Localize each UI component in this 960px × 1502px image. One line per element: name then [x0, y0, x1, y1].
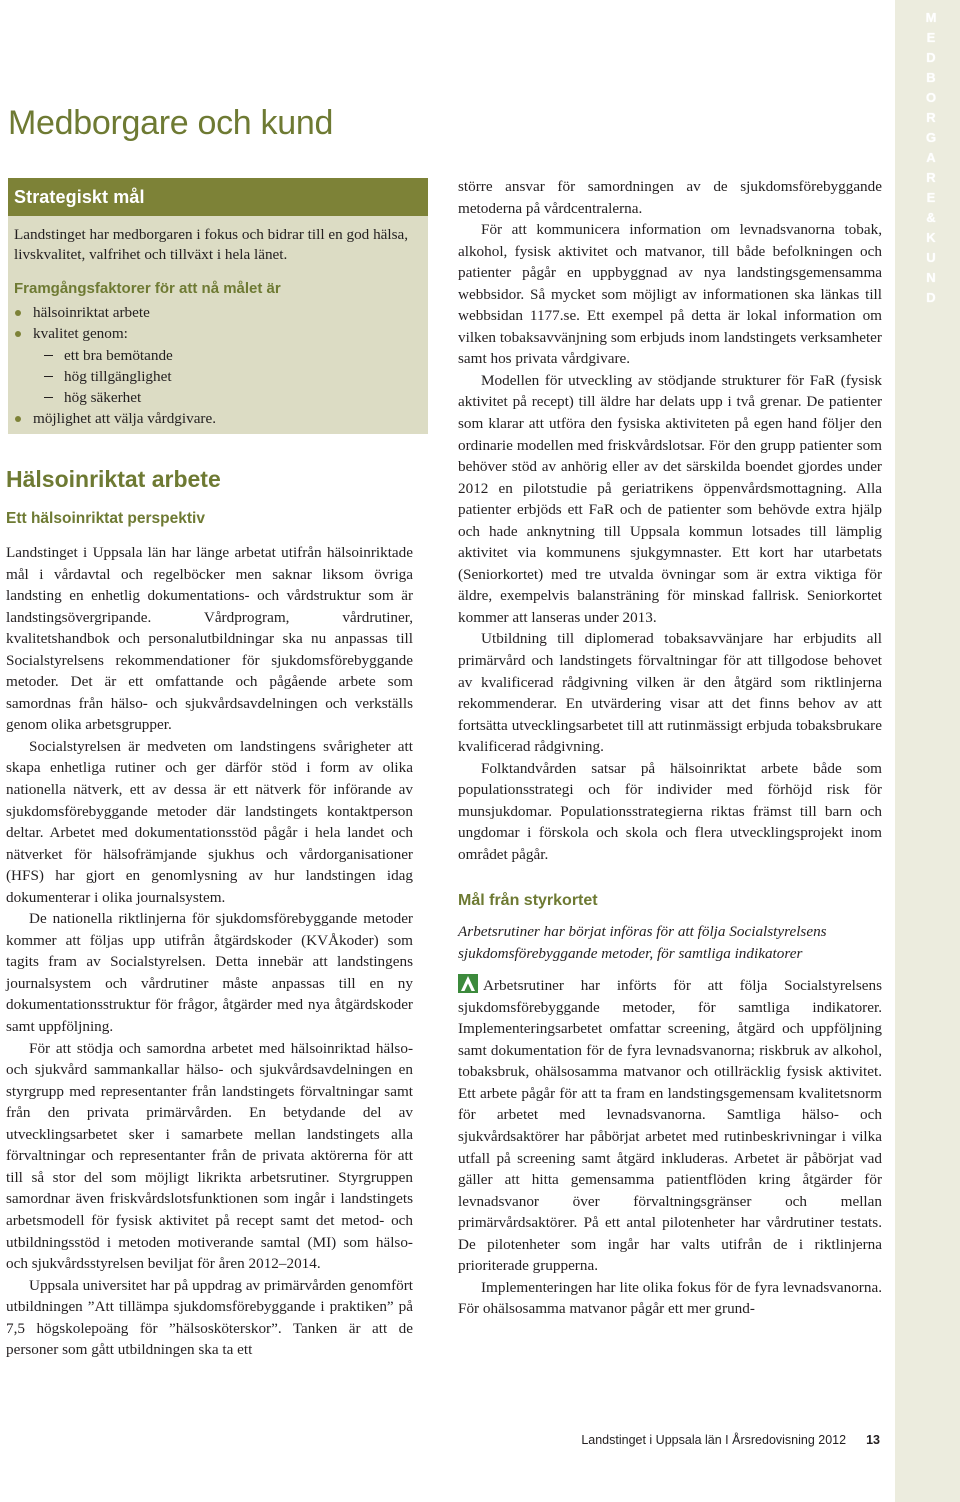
side-tab-letter: N: [926, 270, 936, 285]
side-tab-letter: &: [926, 210, 936, 225]
success-factors-list: [8, 302, 428, 430]
page-number: 13: [866, 1433, 880, 1447]
side-tab-letter: A: [926, 150, 936, 165]
body-paragraph: Utbildning till diplomerad tobaksavvänjare har erbjudits all primärvård och landstingets förvaltningar för att tillgodose behovet av kvalificerad rådgivning vilken är den åtgärd som riktlinjerna rekommenderar. En utvärdering visar att det finns behov av att fortsätta utvecklingsarbetet till att rutinmässigt erbjuda tobaksbrukare kvalificerad rådgivning.: [458, 630, 882, 756]
side-tab-letter: M: [925, 10, 937, 25]
side-tab-letters: [918, 8, 944, 308]
section-heading: Hälsoinriktat arbete: [6, 466, 221, 492]
strategic-goal-header: Strategiskt mål: [8, 178, 428, 216]
list-item: möjlighet att välja vårdgivare.: [14, 408, 428, 429]
side-tab-letter: O: [925, 90, 937, 105]
side-tab-letter: D: [926, 290, 936, 305]
side-tab-letter: B: [926, 70, 936, 85]
scorecard-goal-text: Arbetsrutiner har införts för att följa Socialstyrelsens sjukdomsförebyggande metoder, för samtliga indikatorer. Implementeringsarbetet omfattar screening, åtgärd och uppföljning samt dokumentation för de fyra levnadsvanorna; riskbruk av alkohol, tobaksbruk, ohälsosamma matvanor och otillräcklig fysisk aktivitet. Ett arbete pågår för att ta fram en landstingsgemensam kvalitetsnorm för arbetet med levnadsvanorna. Samtliga hälso- och sjukvårdsaktörer har påbörjat arbetet med rutinbeskrivningar i vilka utfall på screening samt åtgärd inkluderas. Arbetet är påbörjat vad gäller att hitta gemensamma patientflöden kring åtgärder för levnadsvanor över förvaltningsgränser och mellan primärvårdsaktörer. På ett antal pilotenheter har vårdrutiner testats. De pilotenheter som ingår har valts utifrån de i riktlinjerna prioriterade grupperna.: [458, 977, 882, 1275]
strategic-goal-text: Landstinget har medborgaren i fokus och bidrar till en god hälsa, livskvalitet, valfrihet och tillväxt i hela länet.: [14, 226, 409, 263]
list-subitem: hög tillgänglighet: [14, 366, 428, 387]
body-paragraph: Uppsala universitet har på uppdrag av primärvården genomfört utbildningen ”Att tillämpa sjukdomsförebyggande i praktiken” på 7,5 högskolepoäng för ”hälsosköterskor”. Tanken är att de personer som gått utbildningen ska ta ett: [6, 1276, 413, 1359]
side-tab-letter: E: [926, 190, 936, 205]
scorecard-goal-heading: Mål från styrkortet: [458, 891, 598, 909]
side-tab-letter: G: [925, 130, 937, 145]
side-tab-letter: U: [926, 250, 936, 265]
section-subheading: Ett hälsoinriktat perspektiv: [6, 510, 205, 527]
success-factors-heading: Framgångsfaktorer för att nå målet är: [14, 280, 281, 297]
side-tab-letter: R: [926, 110, 936, 125]
body-paragraph: För att kommunicera information om levnadsvanorna tobak, alkohol, fysisk aktivitet och matvanor, till både befolkningen och patienter pågår en uppbyggnad av nya landstingsgemensamma webbsidor. Så mycket som möjligt av informationen ska länkas till webbsidan 1177.se. Ett exempel på detta är lokal information om vilken tobaksavvänjning som erbjuds inom landstingets verksamheter samt hos privata vårdgivare.: [458, 221, 882, 368]
strategic-goal-box: [8, 178, 428, 434]
side-tab-letter: E: [926, 30, 936, 45]
list-item: hälsoinriktat arbete: [14, 302, 428, 323]
body-paragraph: Modellen för utveckling av stödjande strukturer för FaR (fysisk aktivitet på recept) till äldre har delats upp i två grenar. De patienter som klarar att utföra den fysiska aktiviteten på egen hand följer den ordinarie modellen med friskvårdslotsar. För den grupp patienter som behöver stöd av anhörig eller av det särskilda boendet gjordes under 2012 en pilotstudie på geriatrikens öppenvårdsmottagning. Alla patienter erbjöds ett FaR och de patienter som behövde extra hjälp och hade anknytning till Uppsala kommun lotsades till lämplig aktivitet via kommunens sjukgymnaster. Ett kort har utarbetats (Seniorkortet) med tre utvalda övningar som är extra viktiga för äldre, exempelvis balansträning för minskad fallrisk. Seniorkortet kommer att lanseras under 2013.: [458, 371, 882, 626]
list-item: kvalitet genom:: [14, 323, 428, 344]
green-triangle-status-icon: [458, 974, 478, 993]
body-paragraph: Folktandvården satsar på hälsoinriktat arbete både som populationsstrategi och för individer med förhöjd risk för munsjukdomar. Populationsstrategierna riktas främst till barn och ungdomar i förskola och skola och flera utvecklingsprojekt inom området pågår.: [458, 759, 882, 863]
body-paragraph: [458, 974, 882, 1277]
page-footer: [520, 1433, 880, 1447]
list-subitem: ett bra bemötande: [14, 345, 428, 366]
right-column: [458, 176, 882, 1320]
body-paragraph: Socialstyrelsen är medveten om landstingens svårigheter att skapa enhetliga rutiner och ger därför stöd i form av olika nationella nätverk, ett av dessa är ett nätverk för införande av sjukdomsförebyggande metoder där landstingets kontaktperson deltar. Arbetet med dokumentationsstöd pågår i hela landet och nätverket för hälsofrämjande sjukhus och vårdorganisationer (HFS) har gjort en genomlysning av hur landstingen idag dokumenterar i olika journalsystem.: [6, 737, 413, 906]
scorecard-goal-lead: Arbetsrutiner har börjat införas för att följa Socialstyrelsens sjukdomsförebyggande metoder, för samtliga indikatorer: [458, 923, 827, 962]
body-paragraph: Landstinget i Uppsala län har länge arbetat utifrån hälsoinriktade mål i vårdavtal och regelböcker men saknar liksom övriga landsting en enhetlig dokumentations- och vårdstruktur som är landstingsövergripande. Vårdprogram, vårdrutiner, kvalitetshandbok och personalutbildningar ska nu anpassas till Socialstyrelsens rekommendationer för sjukdomsförebyggande metoder. Det är ett omfattande och pågående arbete som samordnas från hälso- och sjukvårdsavdelningen och verkställs genom olika arbetsgrupper.: [6, 544, 413, 734]
side-tab-letter: D: [926, 50, 936, 65]
body-paragraph: De nationella riktlinjerna för sjukdomsförebyggande metoder kommer att följas upp utifrån åtgärdskoder (KVÅkoder) som tagits fram av Socialstyrelsen. Detta innebär att landstingens journalsystem och vårdrutiner måste anpassas till en ny dokumentationsstruktur för frågor, åtgärder med nya åtgärdskoder samt uppföljning.: [6, 910, 413, 1036]
body-paragraph: Implementeringen har lite olika fokus för de fyra levnadsvanorna. För ohälsosamma matvanor pågår ett mer grund-: [458, 1278, 882, 1318]
page-title: Medborgare och kund: [8, 104, 334, 142]
side-tab-letter: K: [926, 230, 936, 245]
list-subitem: hög säkerhet: [14, 387, 428, 408]
body-paragraph: större ansvar för samordningen av de sjukdomsförebyggande metoderna på vårdcentralerna.: [458, 178, 882, 217]
body-paragraph: För att stödja och samordna arbetet med hälsoinriktad hälso- och sjukvård sammankallar hälso- och sjukvårdsavdelningen en styrgrupp med representanter från landstingets förvaltningar samt från den privata primärvården. En betydande del av utvecklingsarbetet sker i samarbete mellan landstingets alla förvaltningar och representanter från de privata aktörerna för att till så stor del som möjligt likrikta arbetsrutiner. Styrgruppen samordnar även friskvårdslotsfunktionen som ingår i landstingets arbetsmodell för fysisk aktivitet på recept samt det metod- och utbildningsstöd i metoden motiverande samtal (MI) som hälso- och sjukvårdsstyrelsen beviljat för åren 2012–2014.: [6, 1039, 413, 1273]
side-tab-letter: R: [926, 170, 936, 185]
left-column: [6, 542, 413, 1361]
footer-text: Landstinget i Uppsala län I Årsredovisning 2012: [581, 1433, 847, 1447]
